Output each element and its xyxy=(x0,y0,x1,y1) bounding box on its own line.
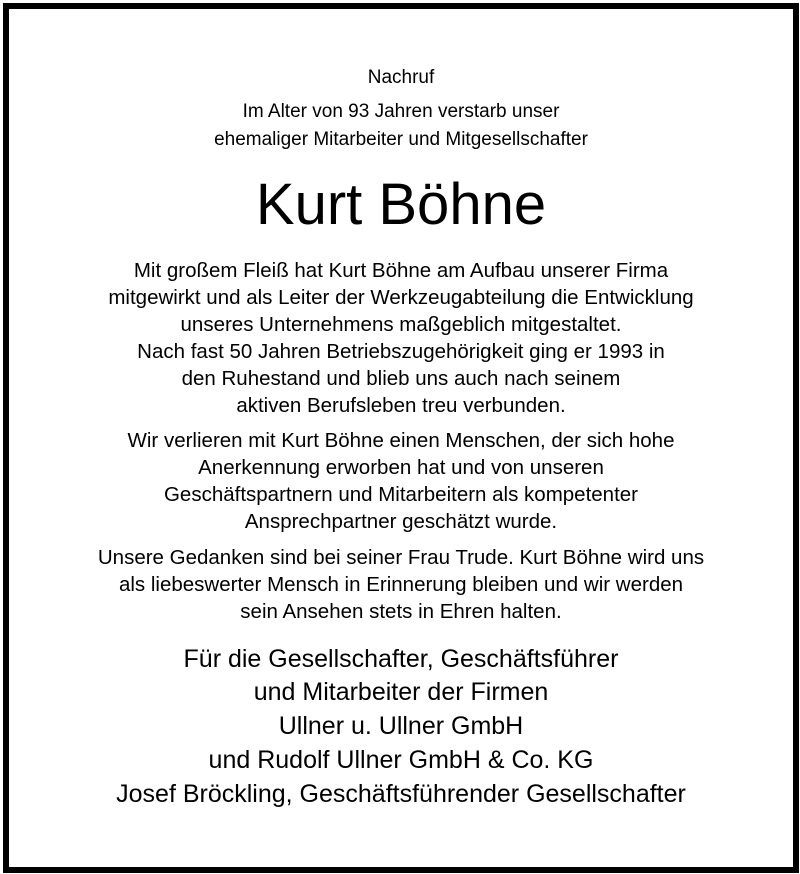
intro-line: Im Alter von 93 Jahren verstarb unser xyxy=(242,101,560,122)
intro-line: ehemaliger Mitarbeiter und Mitgesellschafter xyxy=(214,129,588,150)
paragraph-line: Unsere Gedanken sind bei seiner Frau Trude. Kurt Böhne wird uns xyxy=(97,546,705,569)
obituary-frame xyxy=(3,3,799,873)
signature-line: und Rudolf Ullner GmbH & Co. KG xyxy=(208,746,594,774)
paragraph-line: mitgewirkt und als Leiter der Werkzeugabteilung die Entwicklung xyxy=(108,286,694,309)
paragraph-line: Mit großem Fleiß hat Kurt Böhne am Aufbau unserer Firma xyxy=(133,259,669,282)
obituary-heading: Nachruf xyxy=(367,67,435,88)
paragraph-line: Anerkennung erworben hat und von unseren xyxy=(198,456,604,479)
obituary-content xyxy=(9,9,793,867)
paragraph-line: aktiven Berufsleben treu verbunden. xyxy=(236,394,566,417)
paragraph-line: Wir verlieren mit Kurt Böhne einen Menschen, der sich hohe xyxy=(127,429,675,452)
paragraph-line: Nach fast 50 Jahren Betriebszugehörigkeit ging er 1993 in xyxy=(137,340,665,363)
signature-line: Ullner u. Ullner GmbH xyxy=(278,712,524,740)
signature-line: Für die Gesellschafter, Geschäftsführer xyxy=(183,645,619,673)
signature-line: Josef Bröckling, Geschäftsführender Gesellschafter xyxy=(116,780,686,808)
paragraph-line: den Ruhestand und blieb uns auch nach seinem xyxy=(181,367,621,390)
paragraph-line: Geschäftspartnern und Mitarbeitern als kompetenter xyxy=(163,483,639,506)
paragraph-line: als liebeswerter Mensch in Erinnerung bleiben und wir werden xyxy=(118,573,684,596)
deceased-name: Kurt Böhne xyxy=(255,172,547,237)
paragraph-line: Ansprechpartner geschätzt wurde. xyxy=(244,510,558,533)
paragraph-line: sein Ansehen stets in Ehren halten. xyxy=(240,600,562,623)
signature-line: und Mitarbeiter der Firmen xyxy=(253,678,549,706)
paragraph-line: unseres Unternehmens maßgeblich mitgestaltet. xyxy=(180,313,622,336)
